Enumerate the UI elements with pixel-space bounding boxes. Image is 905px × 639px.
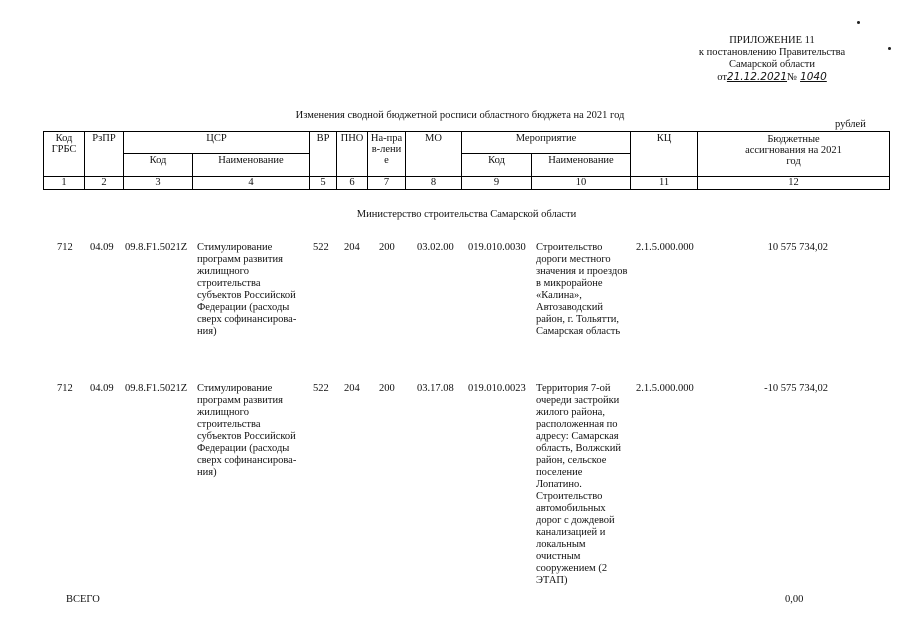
appendix-title: ПРИЛОЖЕНИЕ 11 [729, 35, 815, 46]
table-header [43, 131, 890, 190]
cell-event-name: Строительство дороги местного значения и проездов в микрорайоне «Калина», Автозаводский район, г. Тольятти, Самарская область [536, 242, 628, 337]
header-budget: Бюджетные ассигнования на 2021 год [698, 132, 890, 177]
header-pno: ПНО [337, 132, 368, 177]
handwritten-number: 1040 [800, 71, 827, 83]
cell-vr: 522 [313, 383, 329, 394]
header-grbs: Код ГРБС [44, 132, 85, 177]
header-mo: МО [406, 132, 462, 177]
column-number: 7 [368, 177, 406, 190]
cell-mo: 03.17.08 [417, 383, 454, 394]
cell-csr-code: 09.8.F1.5021Z [125, 242, 188, 253]
scan-speck [888, 47, 891, 50]
cell-budget: 10 575 734,02 [767, 242, 828, 253]
cell-kc: 2.1.5.000.000 [636, 383, 694, 394]
cell-napr: 200 [379, 383, 395, 394]
currency-unit: рублей [835, 119, 866, 130]
header-napr: На-прав-ление [368, 132, 406, 177]
header-event: Мероприятие [462, 132, 631, 154]
total-label: ВСЕГО [66, 594, 100, 605]
cell-grbs: 712 [57, 242, 73, 253]
column-number: 10 [532, 177, 631, 190]
column-number: 11 [631, 177, 698, 190]
cell-budget: -10 575 734,02 [764, 383, 828, 394]
date-prefix: от [717, 72, 727, 83]
column-number: 4 [193, 177, 310, 190]
column-number: 1 [44, 177, 85, 190]
column-number: 3 [124, 177, 193, 190]
scan-speck [857, 21, 860, 24]
appendix-decree: к постановлению Правительства [698, 47, 846, 58]
appendix-date-line [672, 71, 872, 84]
total-value: 0,00 [785, 594, 804, 605]
number-prefix: № [787, 72, 798, 83]
header-event-code: Код [462, 154, 532, 177]
header-csr-code: Код [124, 154, 193, 177]
cell-grbs: 712 [57, 383, 73, 394]
column-number: 2 [85, 177, 124, 190]
cell-event-code: 019.010.0023 [468, 383, 526, 394]
cell-csr-name: Стимулирование программ развития жилищного строительства субъектов Российской Федерации (расходы сверх софинансирова-ния) [197, 383, 297, 478]
column-number: 12 [698, 177, 890, 190]
cell-pno: 204 [344, 383, 360, 394]
cell-csr-code: 09.8.F1.5021Z [125, 383, 188, 394]
cell-kc: 2.1.5.000.000 [636, 242, 694, 253]
header-csr-name: Наименование [193, 154, 310, 177]
cell-mo: 03.02.00 [417, 242, 454, 253]
cell-event-name: Территория 7-ой очереди застройки жилого района, расположенная по адресу: Самарская область, Волжский район, сельское поселение Лопатино. Строительство автомобильных дорог с дождевой канализацией и локальным очистным сооружением (2 ЭТАП) [536, 383, 621, 586]
appendix-region: Самарской области [729, 59, 815, 70]
header-csr: ЦСР [124, 132, 310, 154]
section-heading: Министерство строительства Самарской области [356, 209, 577, 220]
column-number: 5 [310, 177, 337, 190]
handwritten-date: 21.12.2021 [726, 71, 788, 83]
cell-csr-name: Стимулирование программ развития жилищного строительства субъектов Российской Федерации (расходы сверх софинансирова-ния) [197, 242, 297, 337]
cell-pno: 204 [344, 242, 360, 253]
column-number: 8 [406, 177, 462, 190]
column-number: 9 [462, 177, 532, 190]
header-vr: ВР [310, 132, 337, 177]
header-event-name: Наименование [532, 154, 631, 177]
cell-napr: 200 [379, 242, 395, 253]
cell-vr: 522 [313, 242, 329, 253]
appendix-header [672, 35, 872, 84]
cell-event-code: 019.010.0030 [468, 242, 526, 253]
document-title: Изменения сводной бюджетной росписи областного бюджета на 2021 год [295, 110, 625, 121]
header-kc: КЦ [631, 132, 698, 177]
header-rzpr: РзПР [85, 132, 124, 177]
cell-rzpr: 04.09 [90, 242, 114, 253]
column-number: 6 [337, 177, 368, 190]
cell-rzpr: 04.09 [90, 383, 114, 394]
